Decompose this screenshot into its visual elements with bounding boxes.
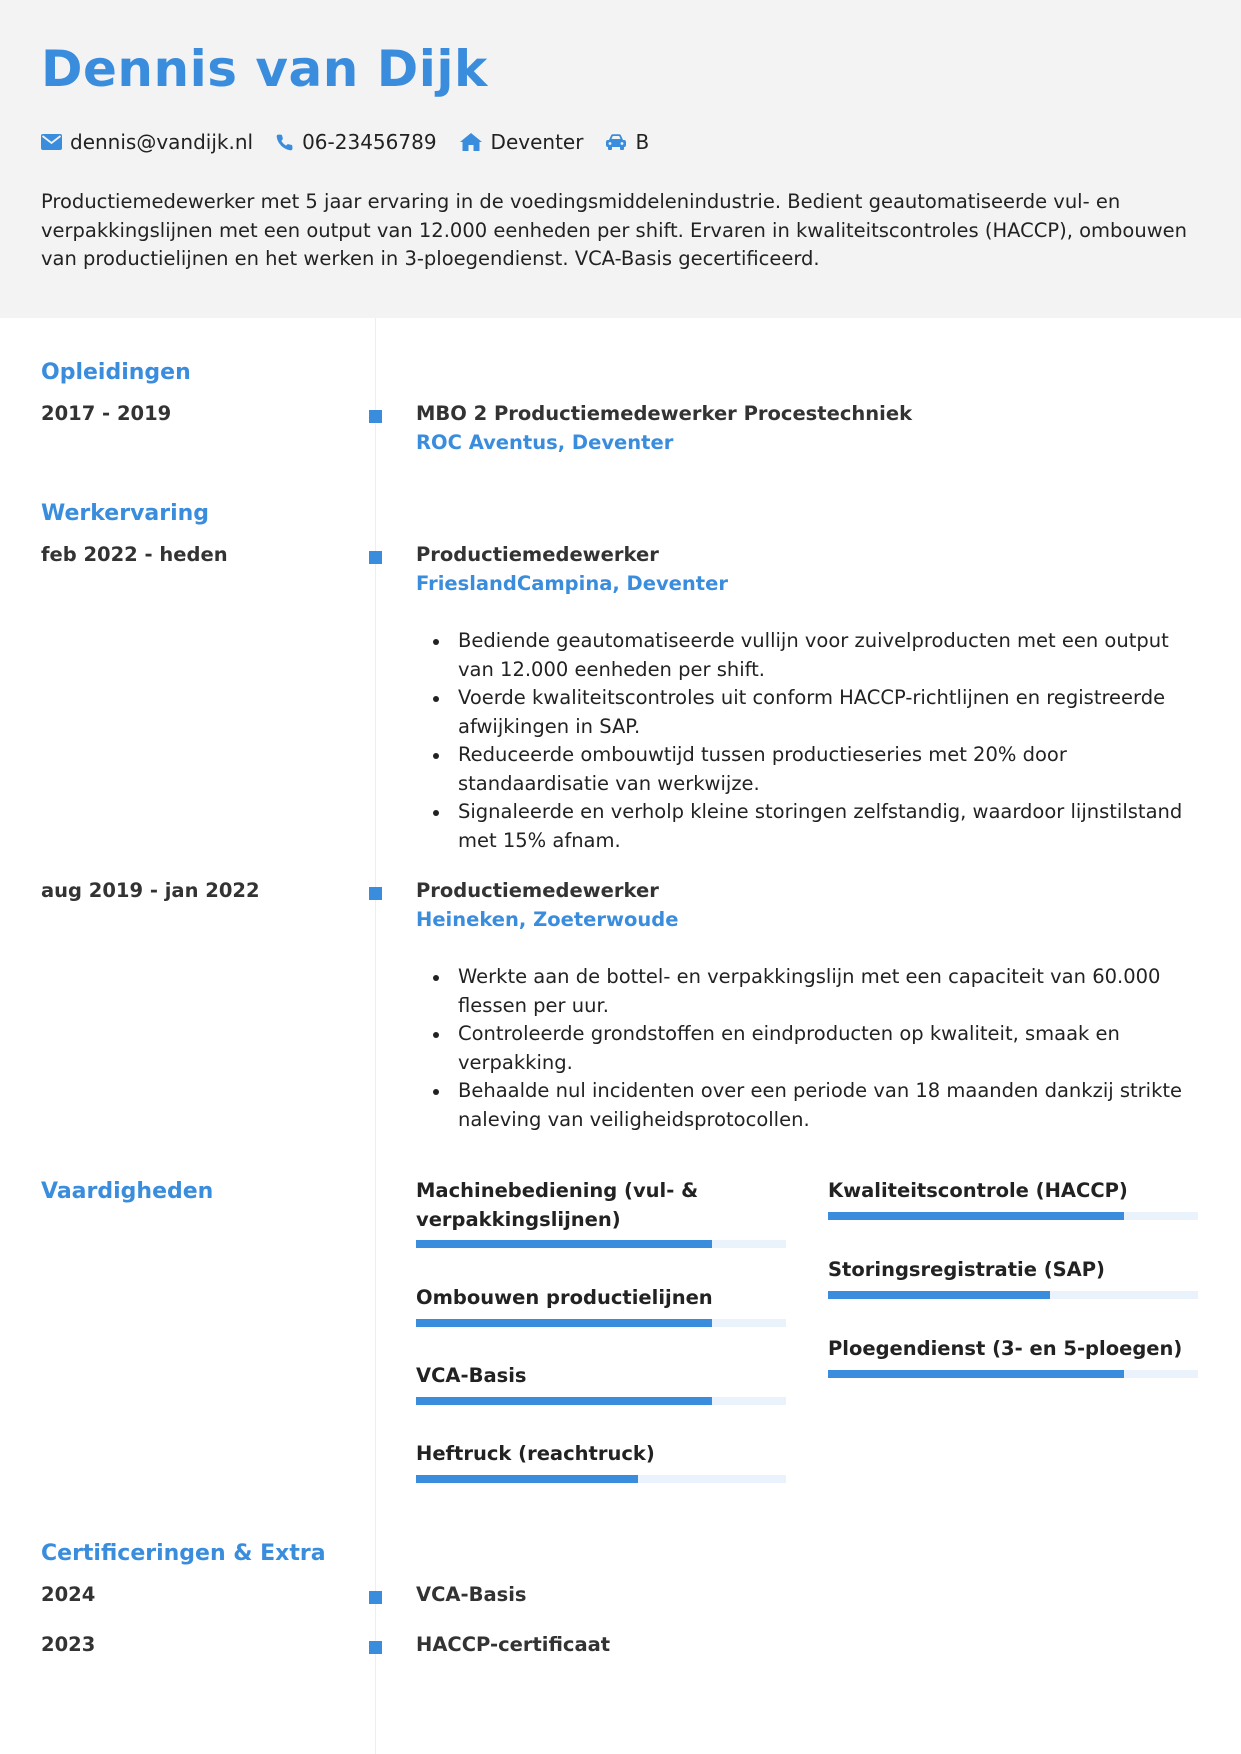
skill-name: Storingsregistratie (SAP) [828,1258,1105,1281]
contact-license [605,130,649,154]
experience-role: Productiemedewerker [416,879,659,902]
certification-name: HACCP-certificaat [416,1633,611,1656]
education-date: 2017 - 2019 [41,402,172,425]
list-item: Voerde kwaliteitscontroles uit conform HACCP-richtlijnen en registreerde afwijkingen in SAP. [416,684,1196,741]
skill-item [828,1335,1198,1378]
skill-level-bar [828,1291,1198,1299]
header [0,0,1241,318]
location-text: Deventer [490,130,584,154]
section-title-education: Opleidingen [41,360,191,385]
contact-location [459,130,584,154]
phone-icon [275,133,294,152]
list-item: Signaleerde en verholp kleine storingen zelfstandig, waardoor lijnstilstand met 15% afnam. [416,798,1196,855]
timeline-marker [369,410,382,423]
skill-name: Kwaliteitscontrole (HACCP) [828,1179,1128,1202]
experience-employer: Heineken, Zoeterwoude [416,908,679,931]
experience-date: aug 2019 - jan 2022 [41,879,260,902]
certification-name: VCA-Basis [416,1583,527,1606]
skill-level-fill [828,1212,1124,1220]
experience-employer: FrieslandCampina, Deventer [416,572,728,595]
home-icon [459,132,483,152]
email-text: dennis@vandijk.nl [70,130,254,154]
phone-text: 06-23456789 [302,130,437,154]
skill-level-fill [416,1240,712,1248]
timeline-marker [369,551,382,564]
list-item: Werkte aan de bottel- en verpakkingslijn met een capaciteit van 60.000 flessen per uur. [416,963,1196,1020]
section-title-certifications: Certificeringen & Extra [41,1541,326,1566]
certification-year: 2023 [41,1633,96,1656]
experience-role: Productiemedewerker [416,543,659,566]
experience-achievements [416,963,1196,1134]
certification-year: 2024 [41,1583,96,1606]
license-text: B [635,130,650,154]
skill-level-fill [828,1370,1124,1378]
timeline-marker [369,1641,382,1654]
skill-level-fill [828,1291,1050,1299]
skill-name: Ploegendienst (3- en 5-ploegen) [828,1337,1183,1360]
profile-summary: Productiemedewerker met 5 jaar ervaring in de voedingsmiddelenindustrie. Bedient geautomatiseerde vul- en verpakkingslijnen met een output van 12.000 eenheden per shift. Ervaren in kwaliteitscontroles (HACCP), ombouwen van productielijnen en het werken in 3-ploegendienst. VCA-Basis gecertificeerd. [41,190,1188,270]
skill-item [416,1440,786,1483]
experience-date: feb 2022 - heden [41,543,228,566]
skill-level-fill [416,1319,712,1327]
skill-level-bar [416,1397,786,1405]
experience-achievements [416,627,1196,855]
education-degree: MBO 2 Productiemedewerker Procestechniek [416,402,913,425]
contact-phone[interactable] [275,130,436,154]
skill-item [416,1284,786,1327]
list-item: Bediende geautomatiseerde vullijn voor zuivelproducten met een output van 12.000 eenheden per shift. [416,627,1196,684]
skill-name: Machinebediening (vul- & verpakkingslijnen) [416,1179,699,1231]
list-item: Behaalde nul incidenten over een periode van 18 maanden dankzij strikte naleving van veiligheidsprotocollen. [416,1077,1196,1134]
skill-level-bar [416,1319,786,1327]
skill-item [416,1362,786,1405]
skill-level-fill [416,1397,712,1405]
section-title-skills: Vaardigheden [41,1179,214,1204]
skill-level-bar [416,1475,786,1483]
skill-level-bar [828,1370,1198,1378]
skill-item [416,1177,786,1248]
candidate-name: Dennis van Dijk [41,40,488,98]
contact-email[interactable] [41,130,253,154]
skill-level-fill [416,1475,638,1483]
skill-name: Ombouwen productielijnen [416,1286,713,1309]
timeline-marker [369,1591,382,1604]
section-title-experience: Werkervaring [41,501,210,526]
education-school: ROC Aventus, Deventer [416,431,674,454]
timeline-divider [375,318,376,1754]
timeline-marker [369,887,382,900]
skill-name: VCA-Basis [416,1364,527,1387]
list-item: Controleerde grondstoffen en eindproducten op kwaliteit, smaak en verpakking. [416,1020,1196,1077]
contact-info [41,128,671,156]
skill-item [828,1256,1198,1299]
skill-level-bar [828,1212,1198,1220]
skill-level-bar [416,1240,786,1248]
skill-item [828,1177,1198,1220]
skill-name: Heftruck (reachtruck) [416,1442,655,1465]
car-icon [605,133,627,151]
list-item: Reduceerde ombouwtijd tussen productieseries met 20% door standaardisatie van werkwijze. [416,741,1196,798]
envelope-icon [41,134,62,150]
